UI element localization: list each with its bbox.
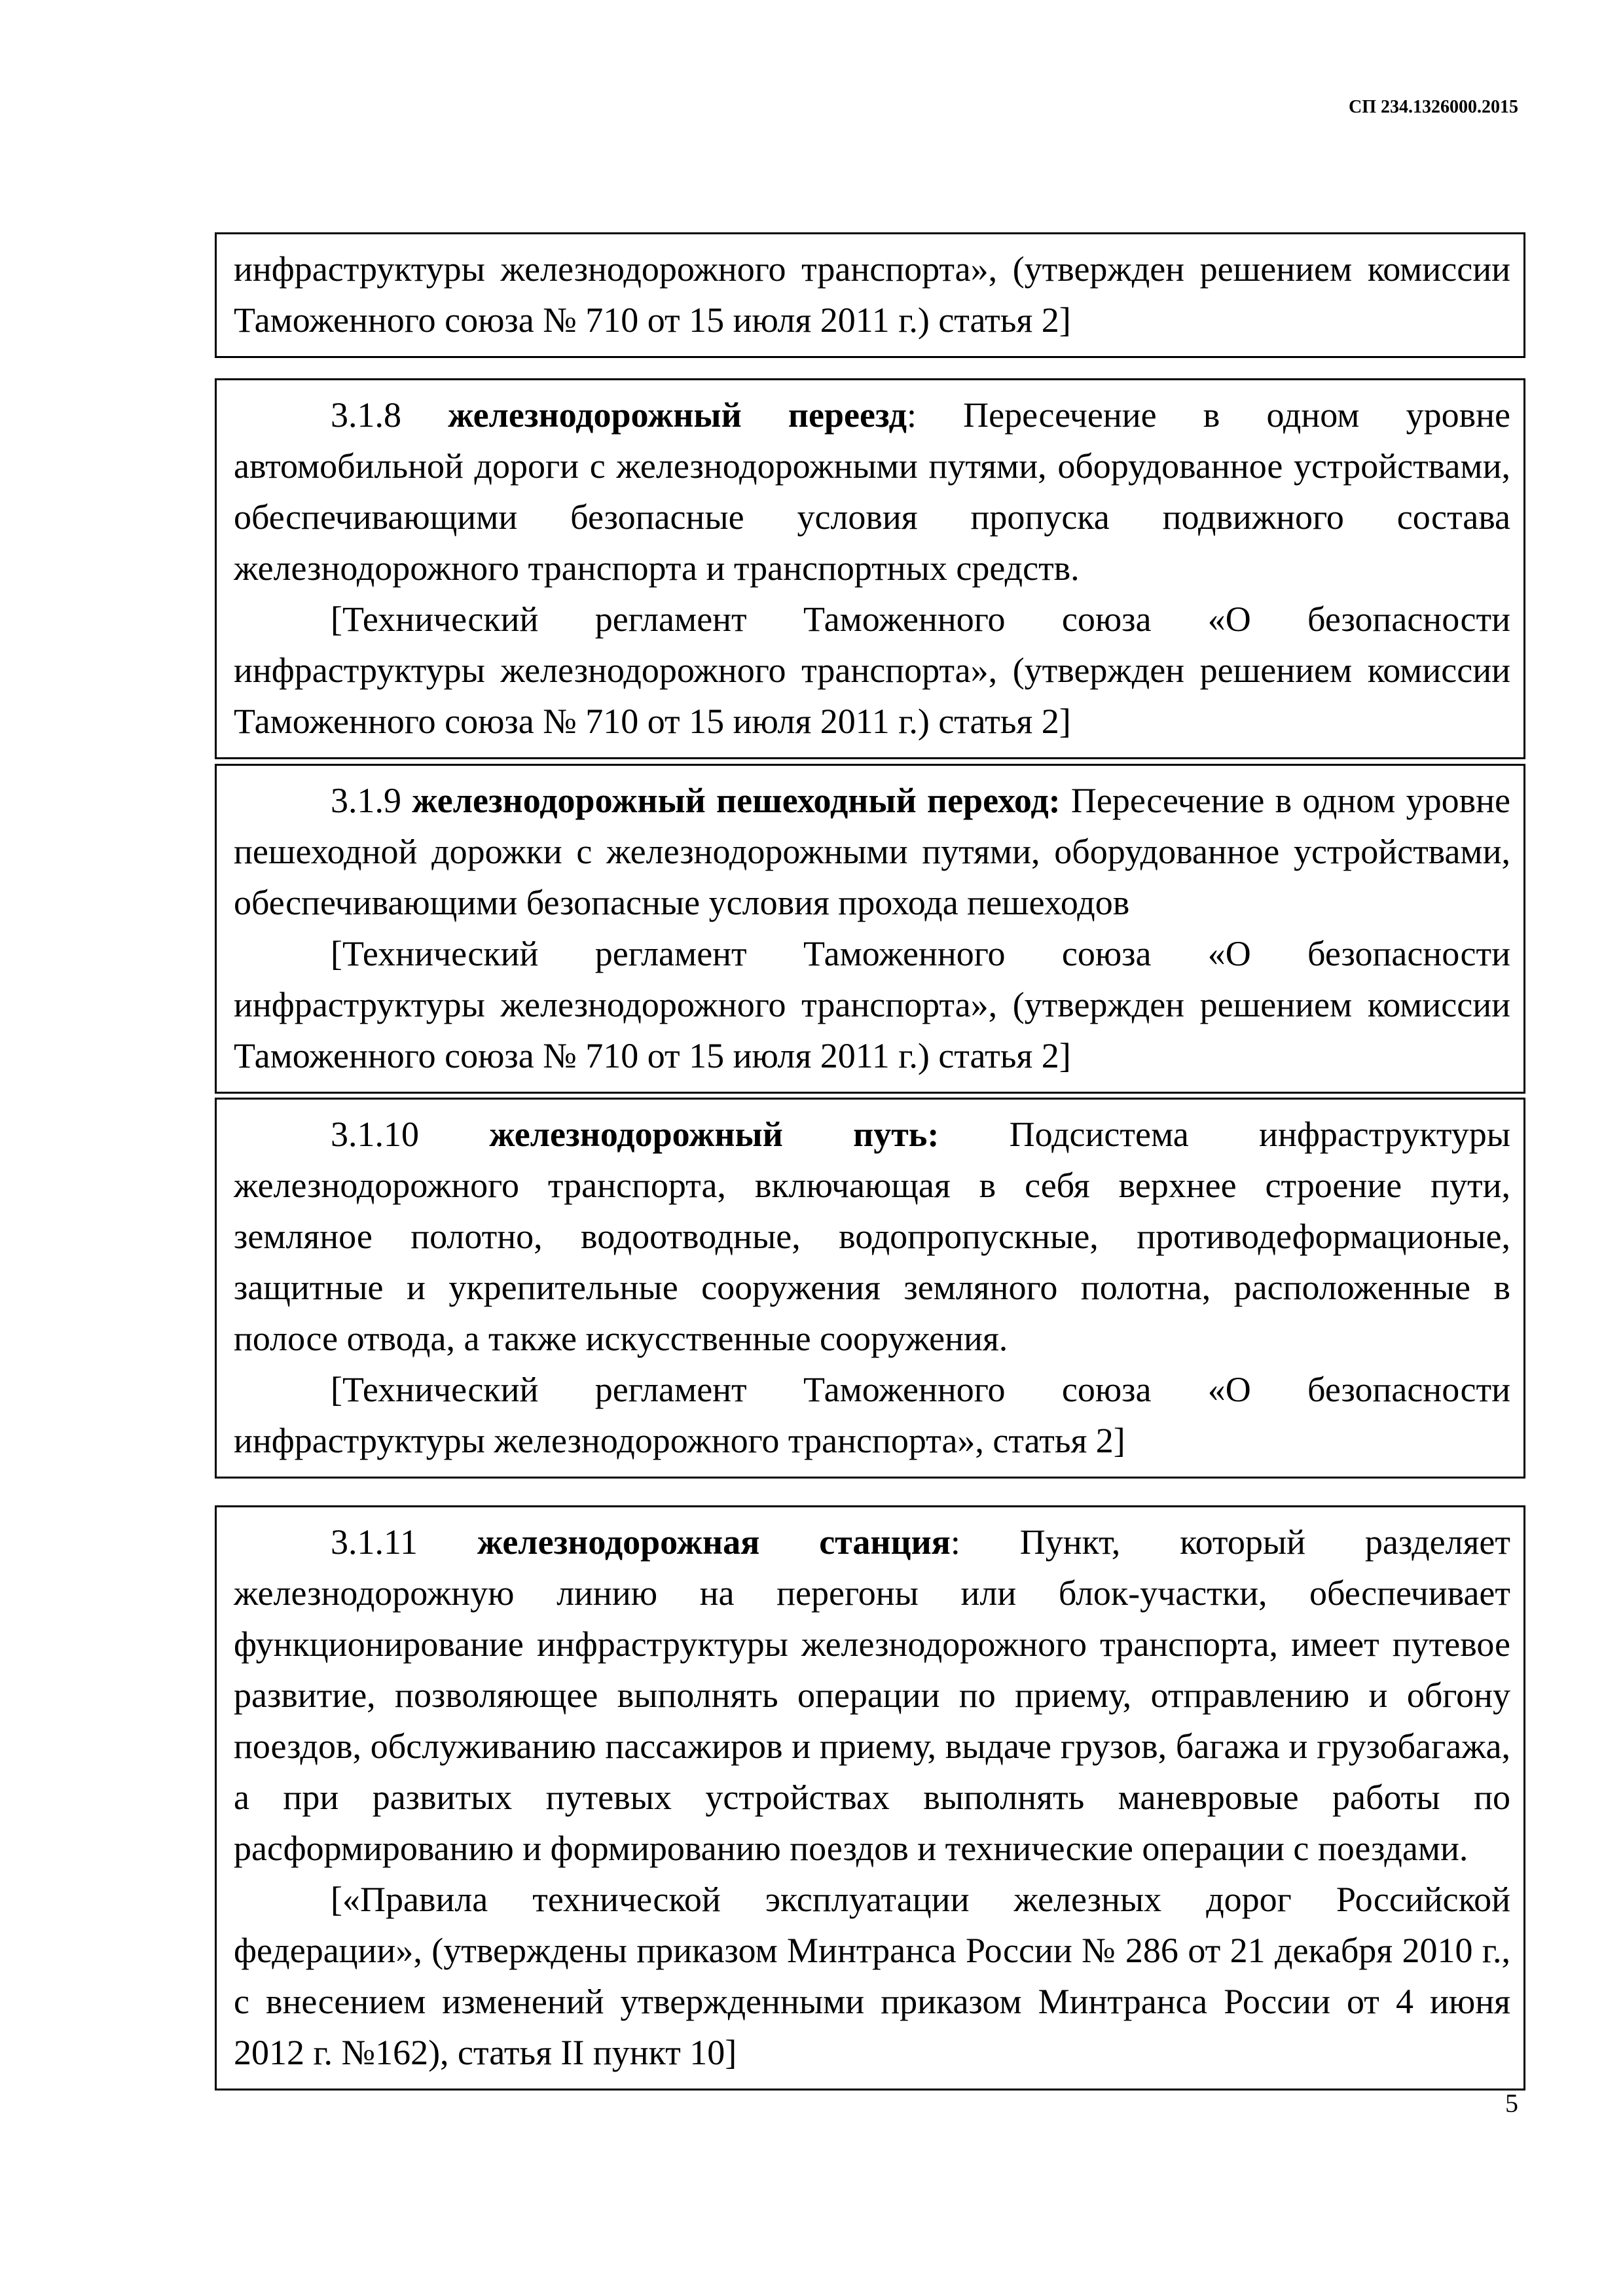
source-text: [Технический регламент Таможенного союза «О безопасности инфраструктуры железнодорожного транспорта», (утвержден решением комиссии Таможенного союза № 710 от 15 июля 2011 г.) статья 2] — [234, 934, 1510, 1075]
term-name: железнодорожный переезд — [448, 395, 907, 435]
source-text: [Технический регламент Таможенного союза «О безопасности инфраструктуры железнодорожного транспорта», (утвержден решением комиссии Таможенного союза № 710 от 15 июля 2011 г.) статья 2] — [234, 600, 1510, 741]
term-definition — [234, 775, 1510, 928]
term-separator: : — [906, 395, 917, 435]
document-code: СП 234.1326000.2015 — [1349, 97, 1518, 117]
definition-text: Подсистема инфраструктуры железнодорожного транспорта, включающая в себя верхнее строение пути, земляное полотно, водоотводные, водопропускные, противодеформационые, защитные и укрепительные сооружения земляного полотна, расположенные в полосе отвода, а также искусственные сооружения. — [234, 1115, 1511, 1358]
source-text: [«Правила технической эксплуатации железных дорог Российской федерации», (утверждены приказом Минтранса России № 286 от 21 декабря 2010 г., с внесением изменений утвержденными приказом Минтранса России от 4 июня 2012 г. №162), статья II пункт 10] — [234, 1880, 1510, 2072]
term-number: 3.1.10 — [331, 1115, 419, 1154]
term-number: 3.1.11 — [331, 1522, 418, 1562]
definition-text: Пересечение в одном уровне пешеходной дорожки с железнодорожными путями, оборудованное устройствами, обеспечивающими безопасные условия прохода пешеходов — [234, 781, 1510, 922]
source-text: инфраструктуры железнодорожного транспорта», (утвержден решением комиссии Таможенного союза № 710 от 15 июля 2011 г.) статья 2] — [234, 249, 1510, 340]
term-name: железнодорожный пешеходный переход: — [412, 781, 1061, 820]
term-separator: : — [950, 1522, 960, 1562]
page-number: 5 — [1505, 2089, 1518, 2118]
term-definition — [234, 389, 1510, 594]
term-block-3-1-11 — [215, 1505, 1525, 2090]
term-block-3-1-10 — [215, 1098, 1525, 1479]
term-definition — [234, 1516, 1510, 1874]
term-number: 3.1.9 — [331, 781, 401, 820]
term-number: 3.1.8 — [331, 395, 401, 435]
term-name: железнодорожная станция — [477, 1522, 951, 1562]
definition-text: Пересечение в одном уровне автомобильной дороги с железнодорожными путями, оборудованное устройствами, обеспечивающими безопасные условия пропуска подвижного состава железнодорожного транспорта и транспортных средств. — [234, 395, 1510, 588]
term-block-3-1-8 — [215, 378, 1525, 759]
source-text: [Технический регламент Таможенного союза «О безопасности инфраструктуры железнодорожного транспорта», статья 2] — [234, 1370, 1510, 1460]
definition-text: Пункт, который разделяет железнодорожную линию на перегоны или блок-участки, обеспечивает функционирование инфраструктуры железнодорожного транспорта, имеет путевое развитие, позволяющее выполнять операции по приему, отправлению и обгону поездов, обслуживанию пассажиров и приему, выдаче грузов, багажа и грузобагажа, а при развитых путевых устройствах выполнять маневровые работы по расформированию и формированию поездов и технические операции с поездами. — [234, 1522, 1510, 1868]
term-name: железнодорожный путь: — [489, 1115, 939, 1154]
term-definition — [234, 1109, 1510, 1364]
term-block-3-1-9 — [215, 764, 1525, 1094]
continued-source-block — [215, 232, 1525, 358]
